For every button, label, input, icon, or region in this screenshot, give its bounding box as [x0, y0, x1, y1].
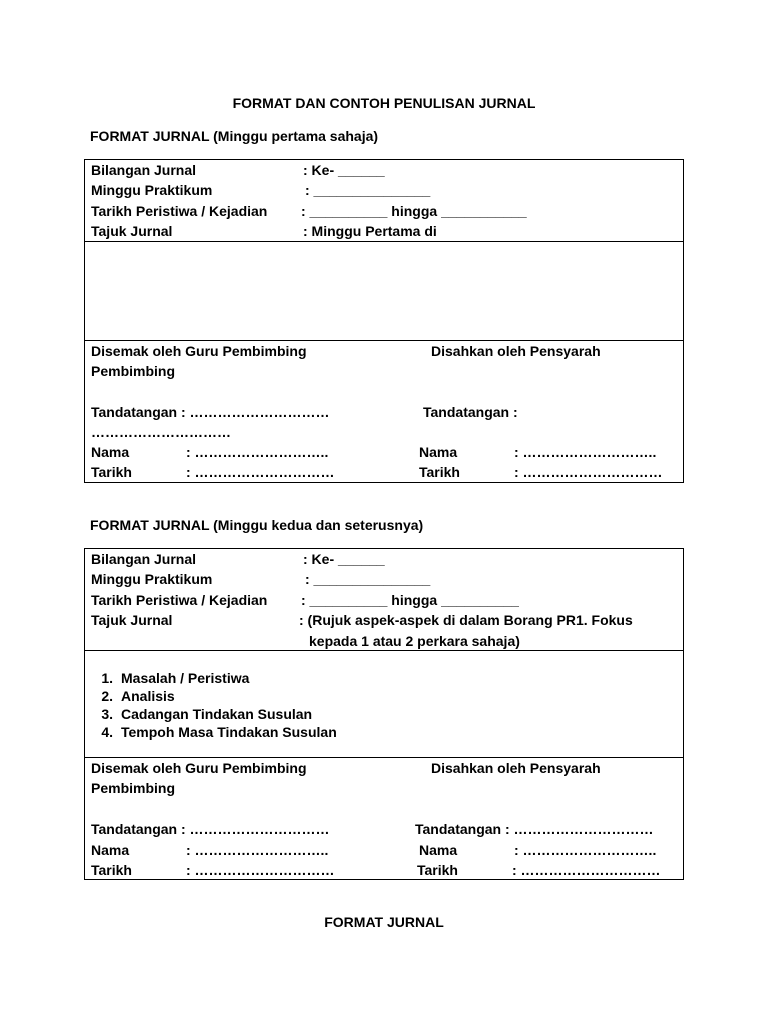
- left-tarikh-label: Tarikh: [91, 464, 132, 480]
- left-nama-label: Nama: [91, 842, 130, 858]
- left-tandatangan: Tandatangan : …………………………: [91, 821, 330, 837]
- field-label-tajuk: Tajuk Jurnal: [91, 612, 173, 628]
- left-nama-value: : ………………………..: [186, 842, 329, 858]
- field-label-bilangan: Bilangan Jurnal: [91, 162, 197, 178]
- list-item-text: Analisis: [121, 688, 175, 704]
- field-value-tajuk: : Minggu Pertama di: [303, 223, 437, 239]
- footer-title: FORMAT JURNAL: [324, 914, 444, 930]
- field-value-tarikh: : __________ hingga ___________: [301, 203, 527, 219]
- right-nama-label: Nama: [419, 842, 458, 858]
- left-nama-label: Nama: [91, 444, 130, 460]
- section1-content-area: [85, 242, 683, 341]
- list-item-number: 2.: [101, 688, 113, 704]
- right-tarikh-value: : …………………………: [512, 862, 661, 878]
- list-item-text: Cadangan Tindakan Susulan: [121, 706, 313, 722]
- list-item-text: Tempoh Masa Tindakan Susulan: [121, 724, 337, 740]
- left-nama-value: : ………………………..: [186, 444, 329, 460]
- list-item: [91, 687, 337, 705]
- disemak-label: Disemak oleh Guru Pembimbing: [91, 760, 307, 776]
- list-item: [91, 705, 337, 723]
- field-label-minggu: Minggu Praktikum: [91, 182, 213, 198]
- section1-fields-block: [85, 160, 683, 242]
- list-item-text: Masalah / Peristiwa: [121, 670, 250, 686]
- field-value-minggu: : _______________: [305, 182, 431, 198]
- section2-fields-block: [85, 549, 683, 651]
- left-tandatangan: Tandatangan : …………………………: [91, 404, 330, 420]
- left-tarikh-label: Tarikh: [91, 862, 132, 878]
- field-label-minggu: Minggu Praktikum: [91, 571, 213, 587]
- field-value-bilangan: : Ke- ______: [303, 162, 385, 178]
- field-value-bilangan: : Ke- ______: [303, 551, 385, 567]
- document-title: FORMAT DAN CONTOH PENULISAN JURNAL: [232, 95, 536, 111]
- disemak-label: Disemak oleh Guru Pembimbing: [91, 343, 307, 359]
- section2-form-table: [84, 548, 684, 880]
- left-tarikh-value: : …………………………: [186, 464, 335, 480]
- right-tandatangan: Tandatangan :: [423, 404, 518, 420]
- list-item-number: 3.: [101, 706, 113, 722]
- disahkan-label: Disahkan oleh Pensyarah: [431, 760, 601, 776]
- field-value-minggu: : _______________: [305, 571, 431, 587]
- section1-form-table: [84, 159, 684, 483]
- right-tarikh-label: Tarikh: [417, 862, 458, 878]
- field-value-tarikh: : __________ hingga __________: [301, 592, 519, 608]
- list-item: [91, 669, 337, 687]
- list-item: [91, 723, 337, 741]
- right-nama-value: : ………………………..: [514, 444, 657, 460]
- field-label-tajuk: Tajuk Jurnal: [91, 223, 173, 239]
- section2-signature-block: [85, 758, 683, 881]
- right-tandatangan: Tandatangan : …………………………: [415, 821, 654, 837]
- list-item-number: 4.: [101, 724, 113, 740]
- right-nama-value: : ………………………..: [514, 842, 657, 858]
- field-label-tarikh: Tarikh Peristiwa / Kejadian: [91, 592, 268, 608]
- disahkan-label: Disahkan oleh Pensyarah: [431, 343, 601, 359]
- right-tarikh-label: Tarikh: [419, 464, 460, 480]
- right-tarikh-value: : …………………………: [514, 464, 663, 480]
- pembimbing-label: Pembimbing: [91, 780, 176, 796]
- left-tandatangan-cont: …………………………: [91, 424, 231, 440]
- field-value-tajuk-cont: kepada 1 atau 2 perkara sahaja): [309, 633, 520, 649]
- field-label-bilangan: Bilangan Jurnal: [91, 551, 197, 567]
- section2-heading: FORMAT JURNAL (Minggu kedua dan seterusnya): [90, 517, 424, 533]
- right-nama-label: Nama: [419, 444, 458, 460]
- left-tarikh-value: : …………………………: [186, 862, 335, 878]
- field-label-tarikh: Tarikh Peristiwa / Kejadian: [91, 203, 268, 219]
- list-item-number: 1.: [101, 670, 113, 686]
- field-value-tajuk: : (Rujuk aspek-aspek di dalam Borang PR1. Fokus: [299, 612, 633, 628]
- section1-signature-block: [85, 341, 683, 482]
- pembimbing-label: Pembimbing: [91, 363, 176, 379]
- section1-heading: FORMAT JURNAL (Minggu pertama sahaja): [90, 128, 379, 144]
- content-list: [91, 669, 337, 741]
- section2-content-area: [85, 651, 683, 758]
